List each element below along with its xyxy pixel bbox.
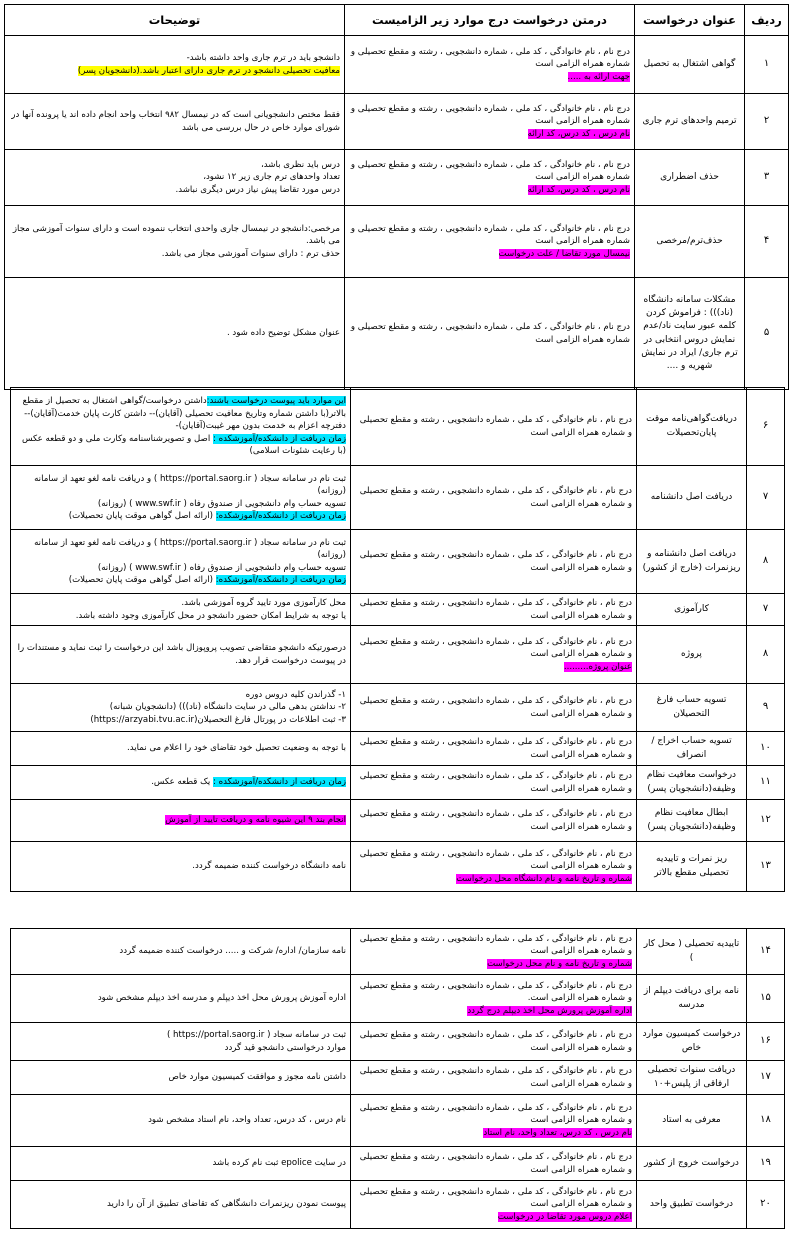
required-highlight-line	[355, 1211, 632, 1223]
notes-text: موارد درخواستی دانشجو قید گردد	[224, 1042, 346, 1053]
notes-text: اداره آموزش پرورش محل اخذ دیپلم و مدرسه اخذ دیپلم مشخص شود	[97, 993, 346, 1004]
header-request-title: عنوان درخواست	[635, 5, 745, 36]
notes-highlight-cyan: زمان دریافت از دانشکده/آموزشکده :	[212, 777, 346, 788]
request-title: ابطال معافیت نظام وظیفه(دانشجویان پسر)	[637, 800, 747, 842]
required-text: درج نام ، نام خانوادگی ، کد ملی ، شماره دانشجویی ، رشته و مقطع تحصیلی و شماره همراه الزامی است	[359, 550, 632, 573]
required-highlight-line	[355, 873, 632, 885]
row-number: ۲۰	[747, 1181, 785, 1229]
notes-cell	[11, 1181, 351, 1229]
table-row	[5, 94, 789, 150]
table-row	[5, 278, 789, 390]
request-title: درخواست کمیسیون موارد خاص	[637, 1023, 747, 1061]
required-items	[351, 1061, 637, 1095]
row-number: ۵	[745, 278, 789, 390]
request-title: تاییدیه تحصیلی ( محل کار )	[637, 929, 747, 975]
row-number: ۱۹	[747, 1147, 785, 1181]
notes-cell	[11, 842, 351, 892]
required-items	[351, 975, 637, 1023]
notes-highlight-cyan: این موارد باید پیوست درخواست باشند:	[206, 396, 346, 407]
notes-pickup-line	[15, 574, 346, 586]
notes-cell	[11, 466, 351, 530]
notes-cell	[11, 626, 351, 684]
notes-cell	[5, 150, 345, 206]
required-text: درج نام ، نام خانوادگی ، کد ملی ، شماره دانشجویی ، رشته و مقطع تحصیلی و شماره همراه الزامی است	[359, 486, 632, 509]
required-highlight: عنوان پروژه.........	[563, 661, 632, 672]
table-row	[11, 732, 785, 766]
requests-table-2	[10, 387, 785, 892]
required-items	[351, 626, 637, 684]
required-text: درج نام ، نام خانوادگی ، کد ملی ، شماره دانشجویی ، رشته و مقطع تحصیلی و شماره همراه الزامی است	[359, 1186, 632, 1210]
notes-text: یک قطعه عکس.	[151, 777, 213, 788]
required-text: درج نام ، نام خانوادگی ، کد ملی ، شماره دانشجویی ، رشته و مقطع تحصیلی و شماره همراه الزامی است	[350, 46, 630, 70]
required-highlight: اعلام دروس مورد تقاضا در درخواست	[497, 1211, 632, 1222]
request-title: مشکلات سامانه دانشگاه (ناد))) : فراموش کردن کلمه عبور سایت ناد/عدم نمایش دروس انتخابی در ترم جاری/ ایراد در نمایش شهریه و ....	[635, 278, 745, 390]
required-items	[351, 1181, 637, 1229]
required-text: درج نام ، نام خانوادگی ، کد ملی ، شماره دانشجویی ، رشته و مقطع تحصیلی و شماره همراه الزامی است	[359, 848, 632, 872]
request-title: دریافت اصل دانشنامه	[637, 466, 747, 530]
required-highlight: نام درس ، کد درس، کد ارائه	[527, 184, 630, 195]
required-items	[351, 732, 637, 766]
table-row	[11, 766, 785, 800]
notes-cell	[11, 732, 351, 766]
row-number: ۳	[745, 150, 789, 206]
required-text: درج نام ، نام خانوادگی ، کد ملی ، شماره دانشجویی ، رشته و مقطع تحصیلی و شماره همراه الزامی است	[359, 771, 632, 794]
required-items	[345, 36, 635, 94]
table-row	[11, 626, 785, 684]
required-highlight: شماره و تاریخ نامه و نام دانشگاه محل درخواست	[456, 873, 632, 884]
notes-cell	[5, 94, 345, 150]
required-highlight: جهت ارائه به .....	[567, 71, 630, 82]
required-items	[351, 684, 637, 732]
notes-cell	[5, 36, 345, 94]
required-highlight-line	[349, 248, 630, 260]
notes-text: ثبت نام در سامانه سجاد ( https://portal.saorg.ir ) و دریافت نامه لغو تعهد از سامانه (روزانه)	[34, 473, 346, 497]
row-number: ۱	[745, 36, 789, 94]
requests-table-1	[4, 4, 789, 390]
notes-text: نامه سازمان/ اداره/ شرکت و ..... درخواست کننده ضمیمه گردد	[119, 946, 346, 957]
notes-cell	[11, 1147, 351, 1181]
table-row	[11, 684, 785, 732]
request-title: گواهی اشتغال به تحصیل	[635, 36, 745, 94]
row-number: ۱۷	[747, 1061, 785, 1095]
notes-cell	[11, 766, 351, 800]
notes-cell	[11, 1061, 351, 1095]
notes-text: (ارائه اصل گواهی موقت پایان تحصیلات)	[68, 574, 216, 585]
notes-text: ۳- ثبت اطلاعات در پورتال فارغ التحصیلان(https://arzyabi.tvu.ac.ir)	[90, 714, 346, 725]
requests-table-3	[10, 928, 785, 1229]
notes-text: با توجه به وضعیت تحصیل خود تقاضای خود را اعلام می نماید.	[127, 743, 346, 754]
notes-text: عنوان مشکل توضیح داده شود .	[226, 328, 340, 339]
table-row	[11, 1023, 785, 1061]
required-highlight: اداره آموزش پرورش محل اخذ دیپلم درج گردد	[467, 1005, 632, 1016]
required-highlight: نیمسال مورد تقاضا / علت درخواست	[498, 248, 630, 259]
required-text: درج نام ، نام خانوادگی ، کد ملی ، شماره دانشجویی ، رشته و مقطع تحصیلی و شماره همراه الزامی است	[359, 598, 632, 621]
required-highlight-line	[355, 661, 632, 673]
request-title: تسویه حساب اخراج / انصراف	[637, 732, 747, 766]
notes-text: داشتن درخواست/گواهی اشتغال به تحصیل از مقطع بالاتر(با داشتن شماره وتاریخ معافیت تحصیلی (آقایان)-- داشتن کارت پایان خدمت(آقایان)-- دفترچه اعزام به خدمت بدون مهر غیبت(آقایان)-	[22, 396, 346, 432]
row-number: ۱۸	[747, 1095, 785, 1147]
required-items	[351, 929, 637, 975]
required-highlight-line	[355, 1005, 632, 1017]
notes-cell	[11, 594, 351, 626]
notes-text: تعداد واحدهای ترم جاری زیر ۱۲ نشود،	[203, 172, 340, 183]
row-number: ۱۶	[747, 1023, 785, 1061]
required-text: درج نام ، نام خانوادگی ، کد ملی ، شماره دانشجویی ، رشته و مقطع تحصیلی و شماره همراه الزامی است.	[359, 980, 632, 1004]
row-number: ۱۲	[747, 800, 785, 842]
notes-text: ثبت در سامانه سجاد ( https://portal.saorg.ir )	[166, 1030, 346, 1041]
notes-cell	[11, 1095, 351, 1147]
row-number: ۶	[747, 388, 785, 466]
row-number: ۸	[747, 530, 785, 594]
table-row	[11, 594, 785, 626]
row-number: ۲	[745, 94, 789, 150]
required-items	[351, 842, 637, 892]
notes-highlight: معافیت تحصیلی دانشجو در ترم جاری دارای اعتبار باشد.(دانشجویان پسر)	[77, 65, 340, 76]
notes-cell	[11, 684, 351, 732]
notes-text: در سایت epolice ثبت نام کرده باشد	[212, 1158, 346, 1169]
notes-text: درس باید نظری باشد،	[261, 159, 340, 170]
required-highlight-line	[355, 1127, 632, 1139]
notes-text: درس مورد تقاضا پیش نیاز درس دیگری نباشد.	[175, 184, 340, 195]
required-text: درج نام ، نام خانوادگی ، کد ملی ، شماره دانشجویی ، رشته و مقطع تحصیلی و شماره همراه الزامی است	[359, 1030, 632, 1053]
header-row-number: ردیف	[745, 5, 789, 36]
required-highlight: شماره و تاریخ نامه و نام محل درخواست	[487, 958, 632, 969]
request-title: نامه برای دریافت دیپلم از مدرسه	[637, 975, 747, 1023]
required-text: درج نام ، نام خانوادگی ، کد ملی ، شماره دانشجویی ، رشته و مقطع تحصیلی و شماره همراه الزامی است	[359, 1102, 632, 1126]
table-row	[11, 1061, 785, 1095]
required-text: درج نام ، نام خانوادگی ، کد ملی ، شماره دانشجویی ، رشته و مقطع تحصیلی و شماره همراه الزامی است	[359, 636, 632, 660]
required-highlight: نام درس ، کد درس، تعداد واحد، نام استاد	[483, 1127, 632, 1138]
table-row	[11, 800, 785, 842]
notes-text: تسویه حساب وام دانشجویی از صندوق رفاه ( www.swf.ir ) (روزانه)	[97, 498, 346, 509]
notes-highlight-line	[9, 65, 340, 77]
notes-cell	[11, 388, 351, 466]
table-row	[11, 929, 785, 975]
required-items	[351, 388, 637, 466]
request-title: درخواست تطبیق واحد	[637, 1181, 747, 1229]
table-row	[11, 842, 785, 892]
required-text: درج نام ، نام خانوادگی ، کد ملی ، شماره دانشجویی ، رشته و مقطع تحصیلی و شماره همراه الزامی است	[359, 696, 632, 719]
required-items	[351, 1023, 637, 1061]
table-row	[5, 36, 789, 94]
notes-text: تسویه حساب وام دانشجویی از صندوق رفاه ( www.swf.ir ) (روزانه)	[97, 562, 346, 573]
required-highlight-line	[349, 71, 630, 83]
row-number: ۴	[745, 206, 789, 278]
table-row	[11, 1181, 785, 1229]
required-text: درج نام ، نام خانوادگی ، کد ملی ، شماره دانشجویی ، رشته و مقطع تحصیلی و شماره همراه الزامی است	[359, 933, 632, 957]
notes-text: محل کارآموزی مورد تایید گروه آموزشی باشد.	[181, 598, 346, 609]
notes-cell	[5, 278, 345, 390]
notes-cell	[5, 206, 345, 278]
notes-highlight-line	[15, 814, 346, 826]
notes-text: داشتن نامه مجوز و موافقت کمیسیون موارد خاص	[168, 1072, 346, 1083]
notes-text: فقط مختص دانشجویانی است که در نیمسال ۹۸۲ انتخاب واحد انجام داده اند یا پرونده آنها در شورای موارد خاص در حال بررسی می باشد	[11, 110, 340, 133]
row-number: ۷	[747, 594, 785, 626]
notes-pickup-line	[15, 776, 346, 788]
notes-cell	[11, 1023, 351, 1061]
notes-cell	[11, 929, 351, 975]
notes-text: نامه دانشگاه درخواست کننده ضمیمه گردد.	[192, 861, 346, 872]
request-title: حذف اضطراری	[635, 150, 745, 206]
required-highlight-line	[349, 184, 630, 196]
request-title: دریافت سنوات تحصیلی ارفاقی از پلیس+۱۰	[637, 1061, 747, 1095]
required-highlight-line	[349, 128, 630, 140]
notes-highlight-cyan: زمان دریافت از دانشکده/آموزشکده:	[215, 510, 346, 521]
request-title: ترمیم واحدهای ترم جاری	[635, 94, 745, 150]
row-number: ۷	[747, 466, 785, 530]
table-row	[11, 975, 785, 1023]
table-row	[11, 466, 785, 530]
row-number: ۱۱	[747, 766, 785, 800]
notes-text: نام درس ، کد درس، تعداد واحد، نام استاد مشخص شود	[148, 1115, 346, 1126]
required-highlight-line	[355, 958, 632, 970]
required-items	[351, 800, 637, 842]
notes-text: دانشجو باید در ترم جاری واحد داشته باشد-	[186, 53, 340, 64]
request-title: تسویه حساب فارغ التحصیلان	[637, 684, 747, 732]
required-text: درج نام ، نام خانوادگی ، کد ملی ، شماره دانشجویی ، رشته و مقطع تحصیلی و شماره همراه الزامی است	[350, 103, 630, 127]
notes-highlight-cyan: زمان دریافت از دانشکده/آموزشکده :	[212, 433, 346, 444]
notes-text: پیوست نمودن ریزنمرات دانشگاهی که تقاضای تطبیق از آن را دارید	[106, 1199, 346, 1210]
table-row	[11, 388, 785, 466]
required-items	[351, 1147, 637, 1181]
notes-cell	[11, 975, 351, 1023]
notes-pickup-line	[15, 510, 346, 522]
notes-highlight-cyan: زمان دریافت از دانشکده/آموزشکده:	[215, 574, 346, 585]
required-items	[351, 530, 637, 594]
required-items	[345, 94, 635, 150]
required-items	[351, 594, 637, 626]
table-row	[5, 150, 789, 206]
notes-highlight: انجام بند ۹ این شیوه نامه و دریافت تایید از آموزش	[165, 815, 346, 826]
header-notes: توضیحات	[5, 5, 345, 36]
required-text: درج نام ، نام خانوادگی ، کد ملی ، شماره دانشجویی ، رشته و مقطع تحصیلی و شماره همراه الزامی است	[359, 1066, 632, 1089]
request-title: درخواست خروج از کشور	[637, 1147, 747, 1181]
request-title: حذف‌ترم/مرخصی	[635, 206, 745, 278]
required-text: درج نام ، نام خانوادگی ، کد ملی ، شماره دانشجویی ، رشته و مقطع تحصیلی و شماره همراه الزامی است	[359, 415, 632, 438]
row-number: ۹	[747, 684, 785, 732]
row-number: ۸	[747, 626, 785, 684]
request-title: معرفی به استاد	[637, 1095, 747, 1147]
table-row	[5, 206, 789, 278]
table-row	[11, 1095, 785, 1147]
required-items	[345, 150, 635, 206]
notes-cell	[11, 530, 351, 594]
required-items	[351, 466, 637, 530]
notes-text: یا توجه به شرایط امکان حضور دانشجو در محل کارآموزی وجود داشته باشد.	[75, 610, 346, 621]
notes-text: ثبت نام در سامانه سجاد ( https://portal.saorg.ir ) و دریافت نامه لغو تعهد از سامانه (روزانه)	[34, 537, 346, 561]
table-header-row	[5, 5, 789, 36]
request-title: درخواست معافیت نظام وظیفه(دانشجویان پسر)	[637, 766, 747, 800]
notes-text: ۲- نداشتن بدهی مالی در سایت دانشگاه (ناد))) (دانشجویان شبانه)	[109, 702, 346, 713]
required-items	[351, 1095, 637, 1147]
notes-text: اصل و تصویرشناسنامه وکارت ملی و دو قطعه عکس (با رعایت شئونات اسلامی)	[21, 433, 346, 457]
required-highlight: نام درس ، کد درس، کد ارائه	[527, 128, 630, 139]
required-items	[345, 206, 635, 278]
row-number: ۱۰	[747, 732, 785, 766]
notes-text: حذف ترم : دارای سنوات آموزشی مجاز می باشد.	[161, 248, 340, 259]
required-text: درج نام ، نام خانوادگی ، کد ملی ، شماره دانشجویی ، رشته و مقطع تحصیلی و شماره همراه الزامی است	[359, 809, 632, 832]
notes-text: درصورتیکه دانشجو متقاضی تصویب پروپوزال باشد این درخواست را ثبت نماید و مستندات را در پیوست درخواست قرار دهد.	[17, 643, 346, 666]
required-text: درج نام ، نام خانوادگی ، کد ملی ، شماره دانشجویی ، رشته و مقطع تحصیلی و شماره همراه الزامی است	[359, 737, 632, 760]
required-items	[345, 278, 635, 390]
request-title: کارآموزی	[637, 594, 747, 626]
row-number: ۱۵	[747, 975, 785, 1023]
notes-text: (ارائه اصل گواهی موقت پایان تحصیلات)	[68, 510, 216, 521]
notes-text: ۱- گذراندن کلیه دروس دوره	[245, 689, 346, 700]
required-items	[351, 766, 637, 800]
request-title: پروژه	[637, 626, 747, 684]
required-text: درج نام ، نام خانوادگی ، کد ملی ، شماره دانشجویی ، رشته و مقطع تحصیلی و شماره همراه الزامی است	[350, 159, 630, 183]
row-number: ۱۳	[747, 842, 785, 892]
notes-pickup-line	[15, 433, 346, 458]
header-required-items: درمتن درخواست درج موارد زیر الزامیست	[345, 5, 635, 36]
request-title: دریافت‌گواهی‌نامه موقت پایان‌تحصیلات	[637, 388, 747, 466]
request-title: ریز نمرات و تاییدیه تحصیلی مقطع بالاتر	[637, 842, 747, 892]
table-row	[11, 530, 785, 594]
request-title: دریافت اصل دانشنامه و ریزنمرات (خارج از کشور)	[637, 530, 747, 594]
table-row	[11, 1147, 785, 1181]
row-number: ۱۴	[747, 929, 785, 975]
notes-cell	[11, 800, 351, 842]
required-text: درج نام ، نام خانوادگی ، کد ملی ، شماره دانشجویی ، رشته و مقطع تحصیلی و شماره همراه الزامی است	[350, 223, 630, 247]
notes-text: مرخصی:دانشجو در نیمسال جاری واحدی انتخاب ننموده است و دارای سنوات آموزشی مجاز می باشد.	[12, 223, 340, 247]
required-text: درج نام ، نام خانوادگی ، کد ملی ، شماره دانشجویی ، رشته و مقطع تحصیلی و شماره همراه الزامی است	[350, 322, 630, 345]
required-text: درج نام ، نام خانوادگی ، کد ملی ، شماره دانشجویی ، رشته و مقطع تحصیلی و شماره همراه الزامی است	[359, 1152, 632, 1175]
